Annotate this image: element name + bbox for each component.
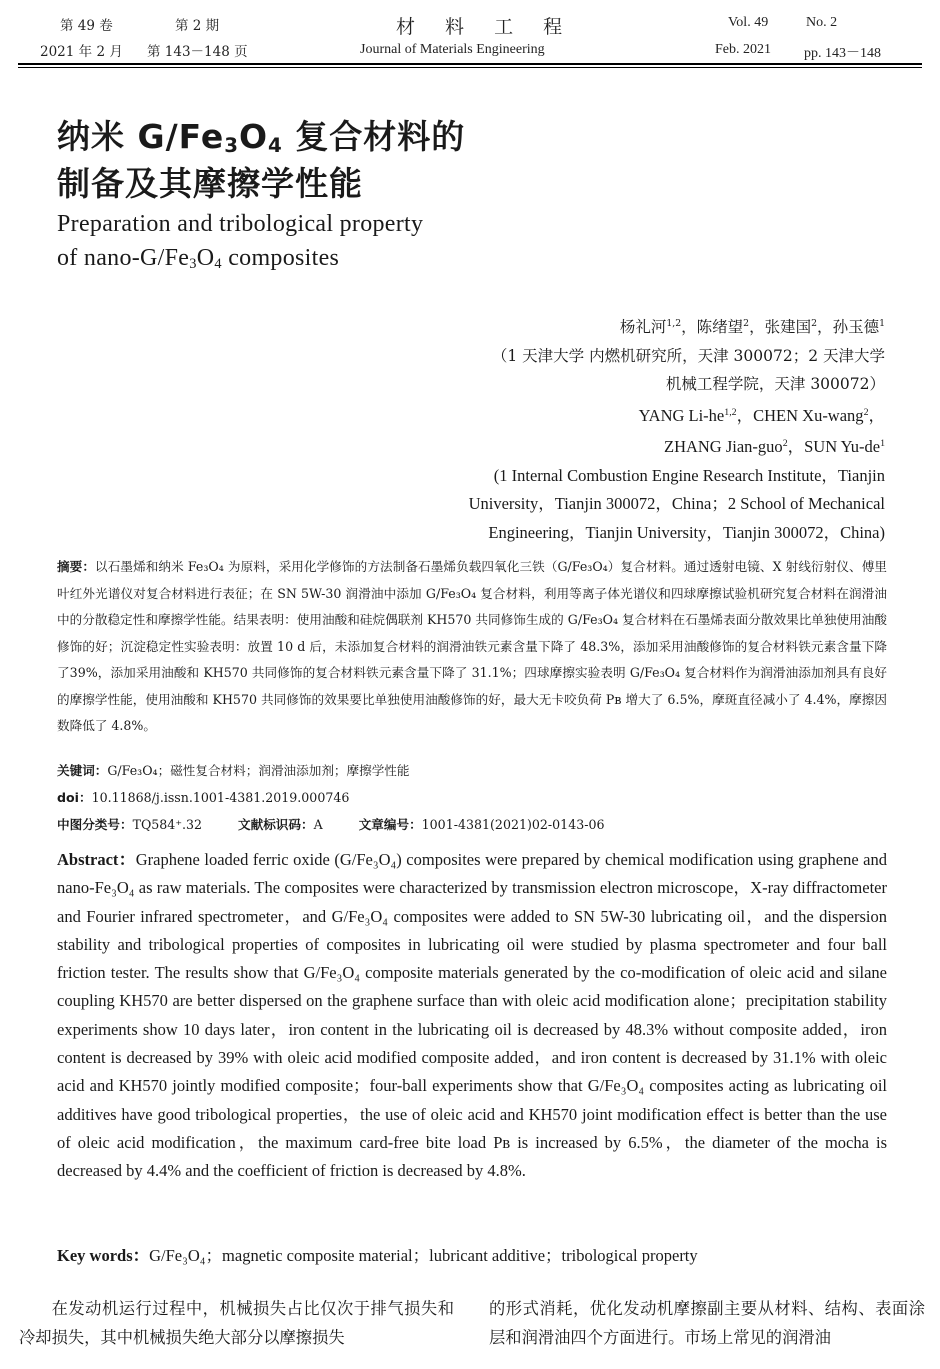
issue-en: No. 2 [806,15,838,30]
abstract-en-text: Graphene loaded ferric oxide (G/Fe₃O₄) composites were prepared by chemical modification using graphene and nano-Fe₃O₄ as raw materials. The composites were characterized by transmission electron microscope，X-ray diffractometer and Fourier infrared spectrometer，and G/Fe₃O₄ composites were added to SN 5W-30 lubricating oil，and the dispersion stability and tribological properties of composites in lubricating oil were studied by plasma spectrometer and four ball friction tester. The results show that G/Fe₃O₄ composite materials generated by the co-modification of oleic acid and silane coupling KH570 are better dispersed on the graphene surface than with oleic acid modification alone；precipitation stability experiments show 10 days later，iron content in the lubricating oil is decreased by 48.3% without composite added，iron content is decreased by 39% with oleic acid modified composite added，and iron content is decreased by 31.1% with oleic acid and KH570 jointly modified composite；four-ball experiments show that G/Fe₃O₄ composites acting as lubricating oil additives have good tribological properties，the use of oleic acid and KH570 joint modification effect is better than the use of oleic acid modification，the maximum card-free bite load Pʙ is increased by 6.5%，the diameter of the mocha is decreased by 4.4% and the coefficient of friction is decreased by 4.8%. [57,850,888,1181]
header-rule-thick [18,63,922,65]
title-cn-line2: 制备及其摩擦学性能 [57,164,363,203]
body-right-column: 的形式消耗，优化发动机摩擦副主要从材料、结构、表面涂层和润滑油四个方面进行。市场上常见的润滑油 [489,1299,925,1347]
affiliation-cn-line2: 机械工程学院，天津 300072） [665,375,885,393]
abstract-cn-text: 以石墨烯和纳米 Fe₃O₄ 为原料，采用化学修饰的方法制备石墨烯负载四氧化三铁（G/Fe₃O₄）复合材料。通过透射电镜、X 射线衍射仪、傅里叶红外光谱仪对复合材料进行表征；在 SN 5W-30 润滑油中添加 G/Fe₃O₄ 复合材料，利用等离子体光谱仪和四球摩擦试验机研究复合材料在润滑油中的分散稳定性和摩擦学性能。结果表明：使用油酸和硅烷偶联剂 KH570 共同修饰生成的 G/Fe₃O₄ 复合材料在石墨烯表面分散效果比单独使用油酸修饰的好；沉淀稳定性实验表明：放置 10 d 后，未添加复合材料的润滑油铁元素含量下降了 48.3%，添加采用油酸修饰的复合材料铁元素含量下降了39%，添加采用油酸和 KH570 共同修饰的复合材料铁元素含量下降了 31.1%；四球摩擦实验表明 G/Fe₃O₄ 复合材料作为润滑油添加剂具有良好的摩擦学性能，使用油酸和 KH570 共同修饰的效果要比单独使用油酸修饰的好，最大无卡咬负荷 Pʙ 增大了 6.5%，摩斑直径减小了 4.4%，摩擦因数降低了 4.8%。 [57,559,888,733]
body-left-column: 在发动机运行过程中，机械损失占比仅次于排气损失和冷却损失，其中机械损失绝大部分以摩擦损失 [19,1299,454,1347]
journal-name-cn: 材 料 工 程 [396,16,575,38]
journal-name-en: Journal of Materials Engineering [360,42,545,57]
issue-cn: 第 2 期 [175,18,220,34]
date-en: Feb. 2021 [715,42,771,57]
doi: doi：10.11868/j.issn.1001-4381.2019.000746 [57,790,350,805]
author-block [469,310,885,547]
authors-cn: 杨礼河$^{1,2}$，陈绪望$^2$，张建国$^2$，孙玉德$^1$ [619,318,885,336]
affiliation-en-line3: Engineering，Tianjin University，Tianjin 300072，China) [488,522,885,542]
pages-en: pp. 143－148 [804,46,881,61]
affiliation-en-line1: (1 Internal Combustion Engine Research Institute，Tianjin [493,465,885,485]
authors-en-line1: YANG Li-he$^{1,2}$，CHEN Xu-wang$^2$， [638,405,885,425]
affiliation-cn-line1: （1 天津大学 内燃机研究所，天津 300072；2 天津大学 [491,346,885,365]
classification-row: 中图分类号：TQ584⁺.32 文献标识码：A 文章编号：1001-4381(2021)02-0143-06 [57,817,605,832]
author-name: 张建国 [764,318,812,336]
keywords-cn: 关键词：G/Fe₃O₄；磁性复合材料；润滑油添加剂；摩擦学性能 [57,763,410,778]
abstract-cn [57,554,887,740]
abstract-cn-label: 摘要： [57,559,96,574]
date-cn: 2021 年 2 月 [40,44,123,60]
abstract-en [57,846,887,1186]
author-name: 陈绪望 [696,318,744,336]
pages-cn: 第 143－148 页 [147,44,248,60]
volume-en: Vol. 49 [728,15,769,30]
author-name: 杨礼河 [619,318,667,336]
authors-en-line2: ZHANG Jian-guo$^2$，SUN $Yu-de^1$ [663,437,885,456]
keywords-en: Key words：G/Fe₃O₄；magnetic composite material；lubricant additive；tribological property [57,1246,698,1265]
author-name: 孙玉德 [832,318,880,336]
volume-cn: 第 49 卷 [60,18,113,34]
title-en-line1: Preparation and tribological property [57,211,424,237]
header-rule-thin [18,67,922,68]
affiliation-en-line2: University，Tianjin 300072，China；2 School of Mechanical [468,494,885,513]
abstract-en-label: Abstract： [57,850,136,869]
title-cn-line1: 纳米 $G/Fe_3O_4$ 复合材料的 [57,117,466,157]
title-en-line2: of nano-$G/Fe_3O_4$ composites [57,245,340,272]
